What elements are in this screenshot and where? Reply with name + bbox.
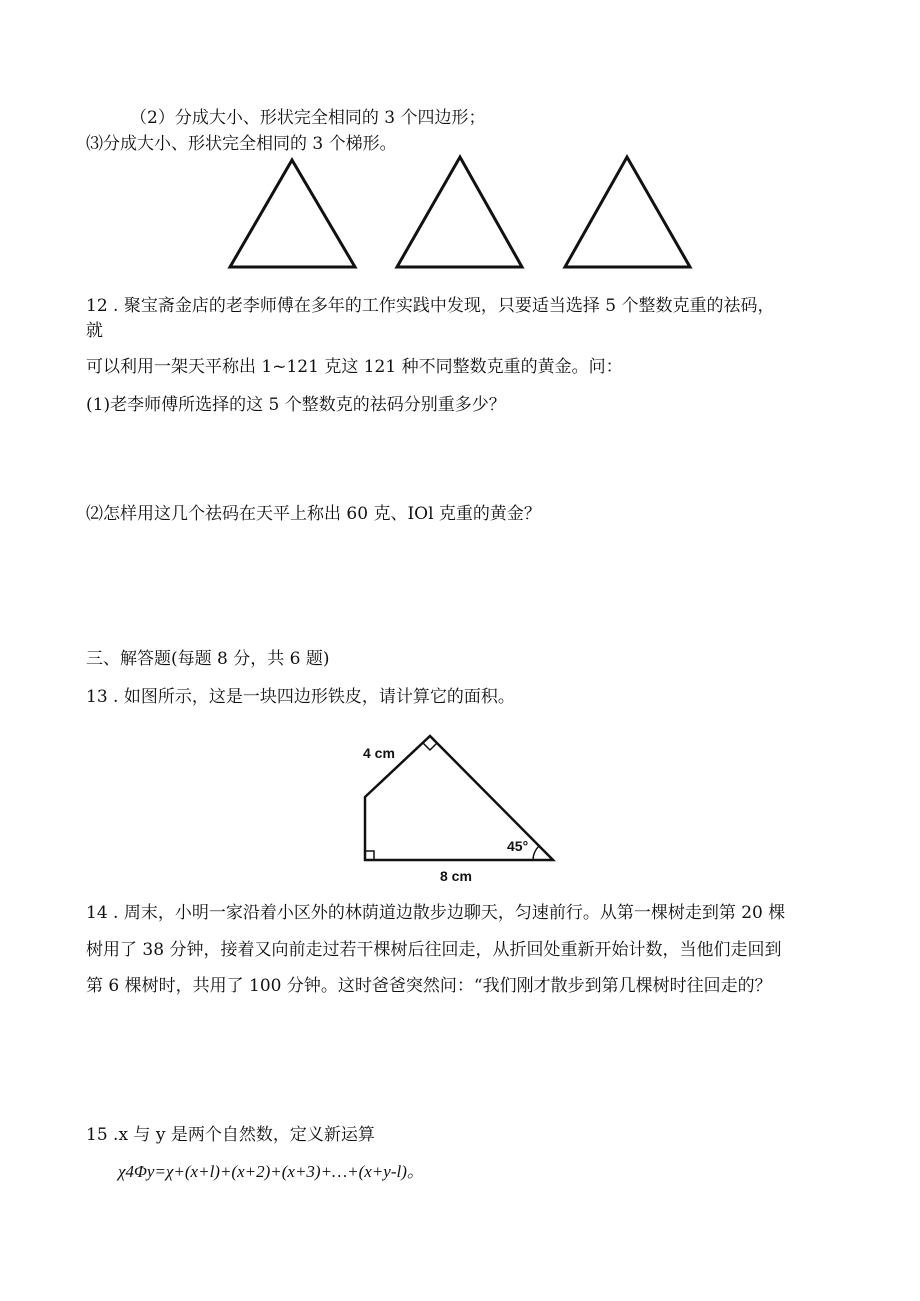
top-side-label: 4 cm xyxy=(363,745,395,761)
bottom-side-label: 8 cm xyxy=(440,868,472,884)
angle-label: 45° xyxy=(507,838,529,854)
q12-sub2: ⑵怎样用这几个祛码在天平上称出 60 克、IOl 克重的黄金？ xyxy=(86,504,541,524)
q14-line2: 树用了 38 分钟，接着又向前走过若干棵树后往回走，从折回处重新开始计数，当他们走回到 xyxy=(86,940,782,960)
q15-line1: 15 .x 与 y 是两个自然数，定义新运算 xyxy=(86,1125,375,1145)
q11-part2-text: （2）分成大小、形状完全相同的 3 个四边形； xyxy=(130,108,486,128)
q12-line2: 就 xyxy=(86,321,103,341)
q12-line3: 可以利用一架天平称出 1~121 克这 121 种不同整数克重的黄金。问： xyxy=(86,357,623,377)
section3-heading: 三、解答题(每题 8 分，共 6 题) xyxy=(86,649,330,669)
q13-text: 13 . 如图所示，这是一块四边形铁皮，请计算它的面积。 xyxy=(86,687,515,707)
right-angle-mark-bottom xyxy=(365,851,374,860)
q12-sub1: (1)老李师傅所选择的这 5 个整数克的祛码分别重多少？ xyxy=(86,395,506,415)
right-angle-mark-top xyxy=(423,743,437,750)
q14-line3: 第 6 棵树时，共用了 100 分钟。这时爸爸突然问：“我们刚才散步到第几棵树时往回走的？ xyxy=(86,976,772,996)
angle-arc xyxy=(533,846,539,860)
q11-part3-text: ⑶分成大小、形状完全相同的 3 个梯形。 xyxy=(86,134,397,154)
q12-line1: 12 . 聚宝斋金店的老李师傅在多年的工作实践中发现，只要适当选择 5 个整数克重的祛码， xyxy=(86,296,775,316)
q14-line1: 14 . 周末，小明一家沿着小区外的林荫道边散步边聊天，匀速前行。从第一棵树走到第 20 棵 xyxy=(86,903,786,923)
q15-formula: χ4Φy=χ+(x+l)+(x+2)+(x+3)+…+(x+y-l)。 xyxy=(118,1162,424,1181)
